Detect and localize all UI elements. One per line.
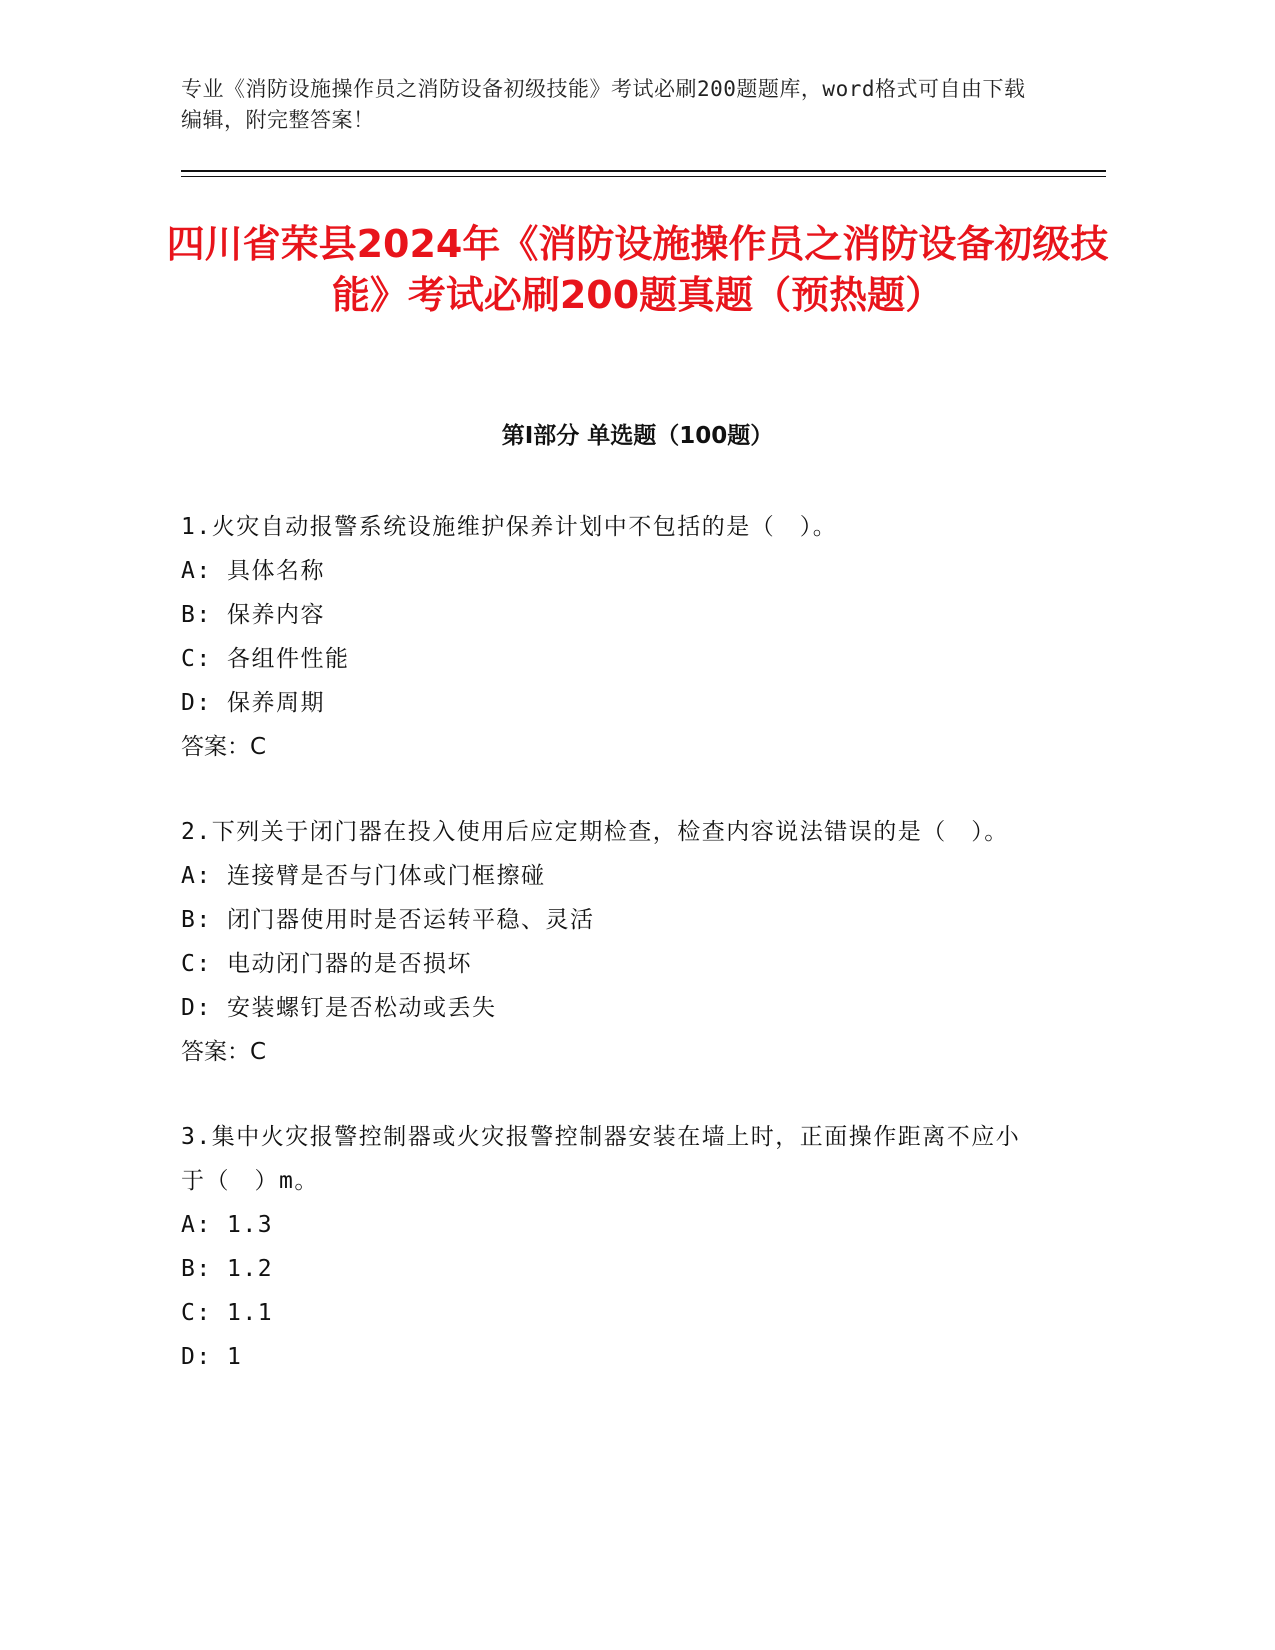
question-3 bbox=[181, 1115, 1021, 1379]
header-rule-thin bbox=[181, 176, 1106, 177]
question-list bbox=[181, 505, 1021, 1420]
option-c: C: 电动闭门器的是否损坏 bbox=[181, 951, 473, 977]
option-a: A: 连接臂是否与门体或门框擦碰 bbox=[181, 863, 546, 889]
option-d: D: 1 bbox=[181, 1344, 243, 1370]
question-stem: 3.集中火灾报警控制器或火灾报警控制器安装在墙上时，正面操作距离不应小于（ ）m。 bbox=[181, 1124, 1021, 1194]
option-d: D: 安装螺钉是否松动或丢失 bbox=[181, 995, 497, 1021]
document-title: 四川省荣县2024年《消防设施操作员之消防设备初级技能》考试必刷200题真题（预热题） bbox=[166, 222, 1109, 317]
answer-line: 答案：C bbox=[181, 1039, 267, 1065]
option-c: C: 1.1 bbox=[181, 1300, 274, 1326]
question-stem: 2.下列关于闭门器在投入使用后应定期检查，检查内容说法错误的是（ ）。 bbox=[181, 819, 1009, 845]
option-b: B: 1.2 bbox=[181, 1256, 274, 1282]
option-b: B: 闭门器使用时是否运转平稳、灵活 bbox=[181, 907, 595, 933]
question-2 bbox=[181, 810, 1021, 1074]
section-title: 第Ⅰ部分 单选题（100题） bbox=[501, 423, 774, 449]
header-note: 专业《消防设施操作员之消防设备初级技能》考试必刷200题题库，word格式可自由下载编辑，附完整答案！ bbox=[181, 77, 1026, 132]
header-rule-thick bbox=[181, 170, 1106, 172]
option-a: A: 1.3 bbox=[181, 1212, 274, 1238]
question-1 bbox=[181, 505, 1021, 769]
option-d: D: 保养周期 bbox=[181, 690, 326, 716]
option-c: C: 各组件性能 bbox=[181, 646, 350, 672]
answer-line: 答案：C bbox=[181, 734, 267, 760]
question-stem: 1.火灾自动报警系统设施维护保养计划中不包括的是（ ）。 bbox=[181, 514, 838, 540]
option-b: B: 保养内容 bbox=[181, 602, 326, 628]
option-a: A: 具体名称 bbox=[181, 558, 326, 584]
